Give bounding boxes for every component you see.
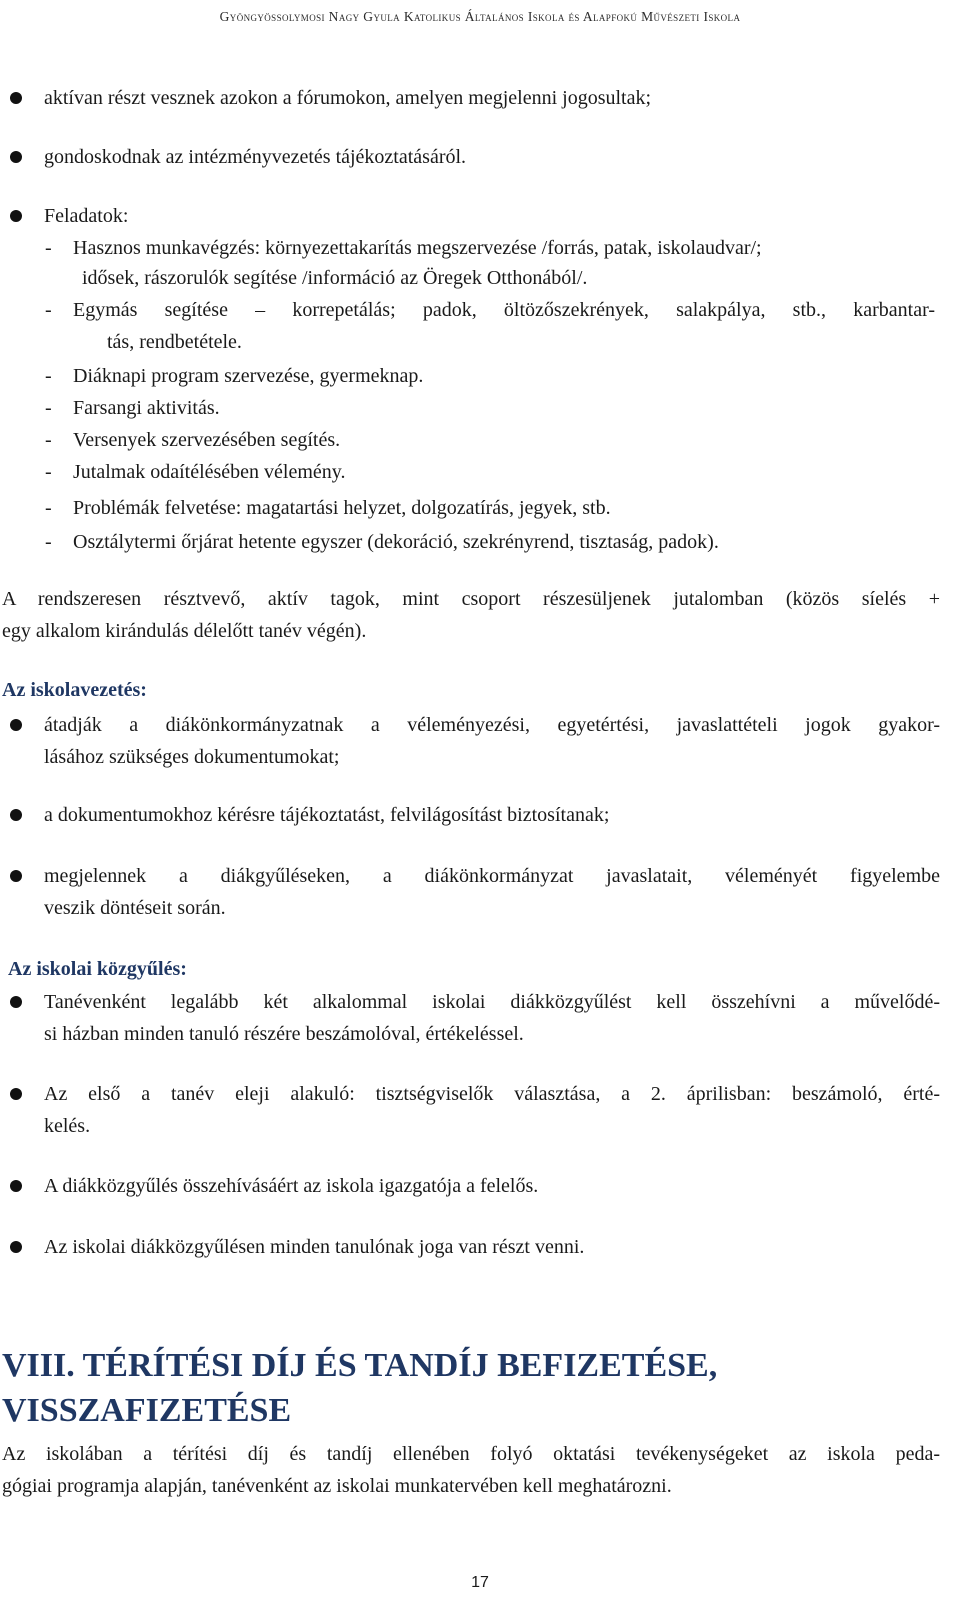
list-item: Feladatok: [44, 205, 129, 227]
task-item: Hasznos munkavégzés: környezettakarítás megszervezése /forrás, patak, iskolaudvar/; [73, 237, 762, 259]
bullet-icon [10, 809, 22, 821]
dash-marker: - [45, 429, 52, 451]
list-item: Az iskolai diákközgyűlésen minden tanulónak joga van részt venni. [44, 1236, 585, 1258]
page-header: Gyöngyössolymosi Nagy Gyula Katolikus Általános Iskola és Alapfokú Művészeti Iskola [219, 9, 741, 24]
list-item: megjelennek a diákgyűléseken, a diákönkormányzat javaslatait, véleményét figyelembe [44, 865, 940, 887]
dash-marker: - [45, 497, 52, 519]
section-heading: Az iskolai közgyűlés: [8, 958, 187, 980]
dash-marker: - [45, 531, 52, 553]
task-item: Jutalmak odaítélésében vélemény. [73, 461, 346, 483]
bullet-icon [10, 870, 22, 882]
bullet-icon [10, 996, 22, 1008]
bullet-icon [10, 151, 22, 163]
bullet-icon [10, 92, 22, 104]
task-item: Egymás segítése – korrepetálás; padok, öltözőszekrények, salakpálya, stb., karbantar- [73, 299, 935, 321]
paragraph-line: egy alkalom kirándulás délelőtt tanév végén). [2, 620, 367, 642]
list-item: Tanévenként legalább két alkalommal iskolai diákközgyűlést kell összehívni a művelődé- [44, 991, 940, 1013]
bullet-icon [10, 1180, 22, 1192]
task-item: Problémák felvetése: magatartási helyzet, dolgozatírás, jegyek, stb. [73, 497, 611, 519]
paragraph-line: gógiai programja alapján, tanévenként az iskolai munkatervében kell meghatározni. [2, 1475, 672, 1497]
section-heading: Az iskolavezetés: [2, 679, 147, 701]
list-item-continuation: veszik döntéseit során. [44, 897, 226, 919]
list-item: átadják a diákönkormányzatnak a véleményezési, egyetértési, javaslattételi jogok gyakor- [44, 714, 940, 736]
paragraph-line: Az iskolában a térítési díj és tandíj ellenében folyó oktatási tevékenységeket az iskola peda- [2, 1443, 940, 1465]
bullet-icon [10, 1088, 22, 1100]
section-title: VIII. TÉRÍTÉSI DÍJ ÉS TANDÍJ BEFIZETÉSE, [2, 1347, 718, 1384]
list-item-continuation: kelés. [44, 1115, 91, 1137]
section-title: VISSZAFIZETÉSE [2, 1392, 292, 1429]
dash-marker: - [45, 461, 52, 483]
list-item-continuation: si házban minden tanuló részére beszámolóval, értékeléssel. [44, 1023, 524, 1045]
task-item: Osztálytermi őrjárat hetente egyszer (dekoráció, szekrényrend, tisztaság, padok). [73, 531, 719, 553]
task-item: Diáknapi program szervezése, gyermeknap. [73, 365, 424, 387]
list-item: gondoskodnak az intézményvezetés tájékoztatásáról. [44, 146, 467, 168]
list-item: Az első a tanév eleji alakuló: tisztségviselők választása, a 2. áprilisban: beszámoló, érté- [44, 1083, 940, 1105]
list-item: aktívan részt vesznek azokon a fórumokon, amelyen megjelenni jogosultak; [44, 87, 652, 109]
task-item: Farsangi aktivitás. [73, 397, 220, 419]
dash-marker: - [45, 299, 52, 321]
bullet-icon [10, 1241, 22, 1253]
bullet-icon [10, 210, 22, 222]
bullet-icon [10, 719, 22, 731]
list-item-continuation: lásához szükséges dokumentumokat; [44, 746, 340, 768]
task-item-continuation: idősek, rászorulók segítése /információ az Öregek Otthonából/. [82, 267, 588, 289]
dash-marker: - [45, 365, 52, 387]
list-item: a dokumentumokhoz kérésre tájékoztatást, felvilágosítást biztosítanak; [44, 804, 610, 826]
task-item-continuation: tás, rendbetétele. [107, 331, 242, 353]
dash-marker: - [45, 237, 52, 259]
paragraph-line: A rendszeresen résztvevő, aktív tagok, mint csoport részesüljenek jutalomban (közös síelés + [2, 588, 940, 610]
task-item: Versenyek szervezésében segítés. [73, 429, 341, 451]
dash-marker: - [45, 397, 52, 419]
page-number: 17 [471, 1574, 489, 1591]
list-item: A diákközgyűlés összehívásáért az iskola igazgatója a felelős. [44, 1175, 539, 1197]
